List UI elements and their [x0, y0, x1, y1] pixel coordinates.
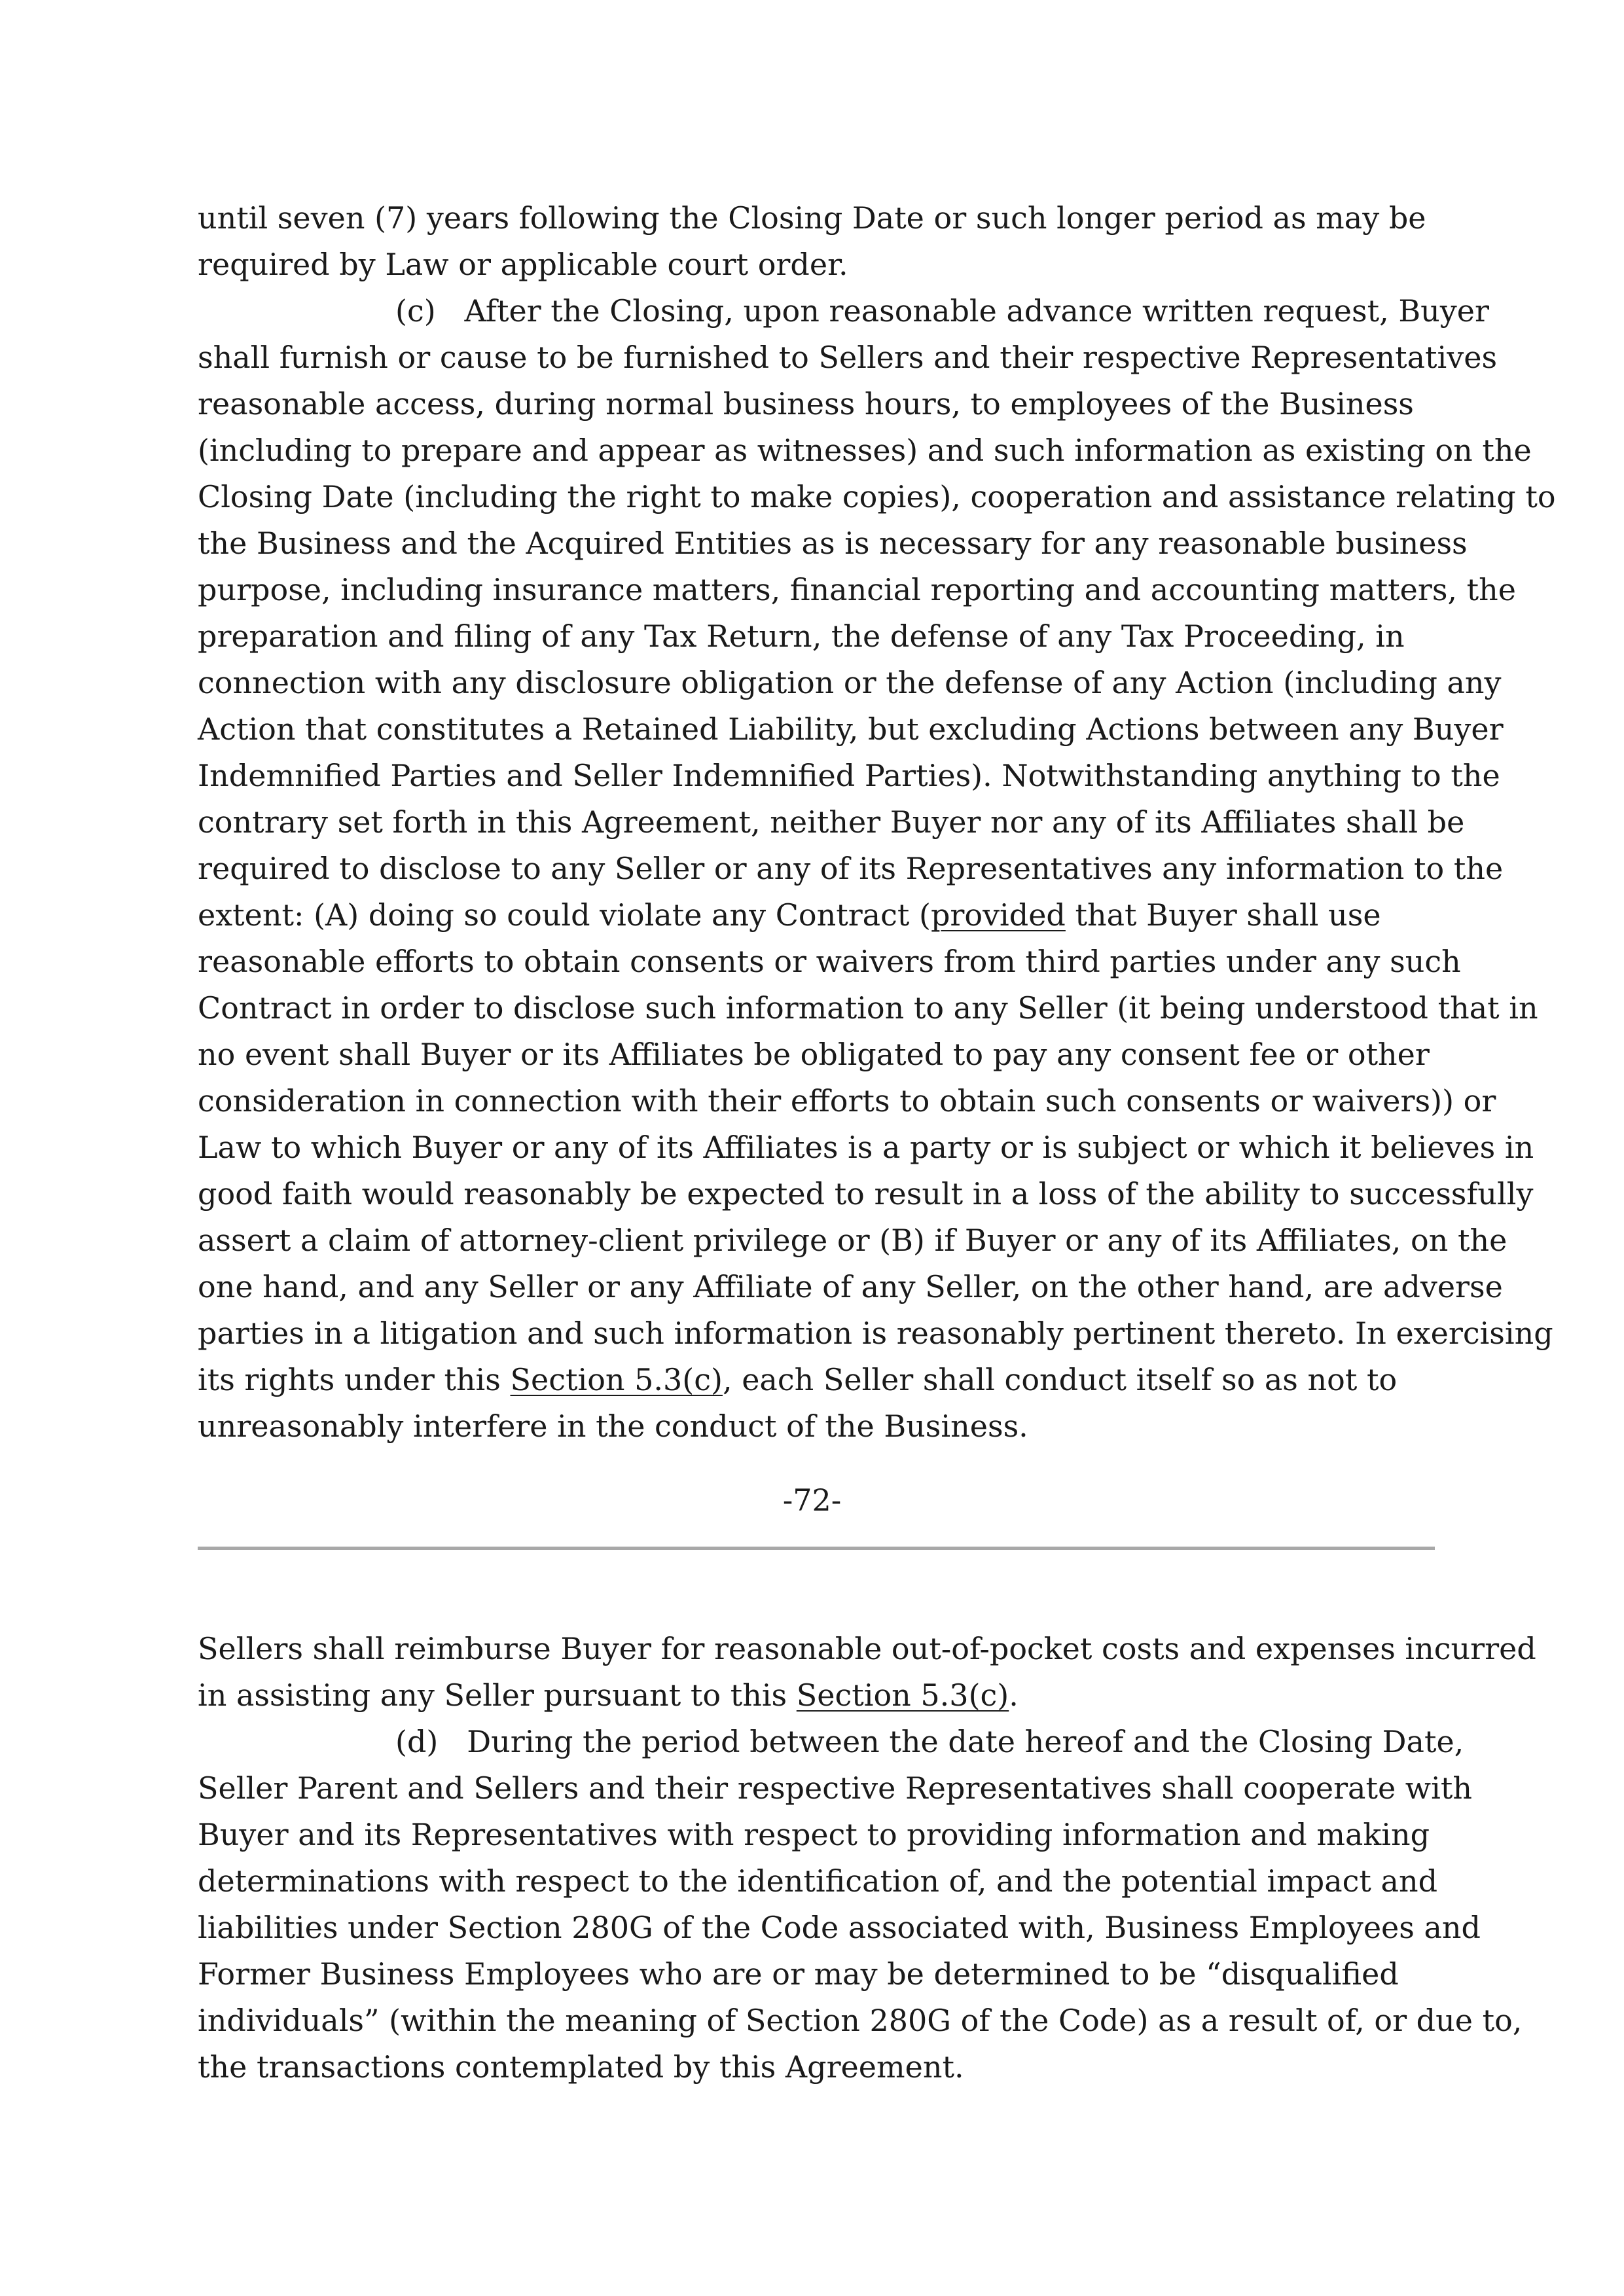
text-run: its rights under this [198, 1362, 511, 1397]
text-line [198, 1626, 1536, 1672]
text-line [198, 1403, 1435, 1450]
text-run: reasonable access, during normal business hours, to employees of the Business [198, 386, 1414, 422]
text-line [198, 1905, 1481, 1951]
text-line [198, 520, 1468, 567]
text-run: in assisting any Seller pursuant to this [198, 1677, 797, 1713]
text-line [198, 1998, 1523, 2044]
text-line [198, 2044, 1435, 2090]
text-line [198, 567, 1517, 613]
text-run: Sellers shall reimburse Buyer for reasonable out-of-pocket costs and expenses incurred [198, 1631, 1536, 1666]
text-run: . [1009, 1677, 1019, 1713]
text-run: purpose, including insurance matters, financial reporting and accounting matters, the [198, 572, 1517, 607]
text-run: parties in a litigation and such information is reasonably pertinent thereto. In exercising [198, 1316, 1553, 1351]
text-run: , each Seller shall conduct itself so as not to [722, 1362, 1398, 1397]
text-line [198, 1124, 1534, 1171]
text-run: (d) During the period between the date hereof and the Closing Date, [395, 1724, 1464, 1759]
text-run: preparation and filing of any Tax Return, the defense of any Tax Proceeding, in [198, 619, 1405, 654]
text-line [198, 1031, 1435, 1078]
text-run: Action that constitutes a Retained Liability, but excluding Actions between any Buyer [198, 711, 1504, 747]
text-line [198, 1765, 1473, 1812]
text-line [198, 474, 1556, 520]
page-break-divider [198, 1547, 1435, 1550]
text-run: reasonable efforts to obtain consents or waivers from third parties under any such [198, 944, 1461, 979]
underlined-reference: Section 5.3(c) [796, 1677, 1009, 1713]
text-run: unreasonably interfere in the conduct of the Business. [198, 1408, 1028, 1444]
carryover-paragraph-bottom [198, 1626, 1536, 1719]
text-run: liabilities under Section 280G of the Code associated with, Business Employees and [198, 1910, 1481, 1945]
text-run: (including to prepare and appear as witnesses) and such information as existing on the [198, 433, 1532, 468]
underlined-reference: Section 5.3(c) [510, 1362, 723, 1397]
text-run: contrary set forth in this Agreement, neither Buyer nor any of its Affiliates shall be [198, 804, 1465, 840]
text-line [198, 1719, 1464, 1765]
text-run: that Buyer shall use [1065, 897, 1381, 933]
text-run: connection with any disclosure obligation or the defense of any Action (including any [198, 665, 1502, 700]
paragraph-c [198, 288, 1556, 1450]
text-run: Buyer and its Representatives with respect to providing information and making [198, 1817, 1430, 1852]
text-run: Former Business Employees who are or may be determined to be “disqualified [198, 1956, 1399, 1992]
text-run: the transactions contemplated by this Agreement. [198, 2049, 964, 2085]
text-run: individuals” (within the meaning of Section 280G of the Code) as a result of, or due to, [198, 2003, 1523, 2038]
underlined-reference: provided [930, 897, 1066, 933]
text-line [198, 1264, 1503, 1310]
text-line [198, 753, 1500, 799]
text-line [198, 1217, 1507, 1264]
text-line [198, 799, 1465, 846]
text-run: no event shall Buyer or its Affiliates be obligated to pay any consent fee or other [198, 1037, 1430, 1072]
text-line [198, 660, 1502, 706]
text-line [198, 985, 1538, 1031]
text-line [198, 1812, 1435, 1858]
text-line [198, 334, 1498, 381]
text-run: required to disclose to any Seller or any of its Representatives any information to the [198, 851, 1504, 886]
text-line [198, 846, 1504, 892]
text-run: good faith would reasonably be expected to result in a loss of the ability to successfully [198, 1176, 1534, 1211]
text-line [198, 288, 1489, 334]
text-run: extent: (A) doing so could violate any Contract ( [198, 897, 931, 933]
text-run: Contract in order to disclose such information to any Seller (it being understood that in [198, 990, 1538, 1026]
text-run: assert a claim of attorney-client privilege or (B) if Buyer or any of its Affiliates, on the [198, 1223, 1507, 1258]
text-run: determinations with respect to the identification of, and the potential impact and [198, 1863, 1438, 1899]
text-run: Indemnified Parties and Seller Indemnified Parties). Notwithstanding anything to the [198, 758, 1500, 793]
text-run: shall furnish or cause to be furnished to Sellers and their respective Representatives [198, 340, 1498, 375]
carryover-paragraph-top [198, 195, 1435, 288]
text-line [198, 1951, 1435, 1998]
text-line: required by Law or applicable court order. [198, 247, 848, 282]
text-line [198, 427, 1532, 474]
text-line [198, 1078, 1496, 1124]
text-line [198, 1858, 1438, 1905]
text-line: until seven (7) years following the Closing Date or such longer period as may be [198, 200, 1426, 236]
text-line [198, 1357, 1435, 1403]
page-number: -72- [782, 1482, 842, 1518]
text-line [198, 706, 1504, 753]
text-run: (c) After the Closing, upon reasonable advance written request, Buyer [395, 293, 1489, 329]
text-line [198, 1171, 1534, 1217]
text-run: the Business and the Acquired Entities as is necessary for any reasonable business [198, 526, 1468, 561]
text-line [198, 613, 1435, 660]
text-run: consideration in connection with their efforts to obtain such consents or waivers)) or [198, 1083, 1496, 1119]
text-run: Law to which Buyer or any of its Affiliates is a party or is subject or which it believes in [198, 1130, 1534, 1165]
text-line [198, 1672, 1435, 1719]
text-line [198, 1310, 1553, 1357]
text-line [198, 939, 1461, 985]
text-line [198, 381, 1435, 427]
text-run: one hand, and any Seller or any Affiliate of any Seller, on the other hand, are adverse [198, 1269, 1503, 1304]
text-run: Seller Parent and Sellers and their respective Representatives shall cooperate with [198, 1770, 1473, 1806]
text-line [198, 892, 1435, 939]
text-run: Closing Date (including the right to make copies), cooperation and assistance relating to [198, 479, 1556, 514]
paragraph-d [198, 1719, 1523, 2090]
